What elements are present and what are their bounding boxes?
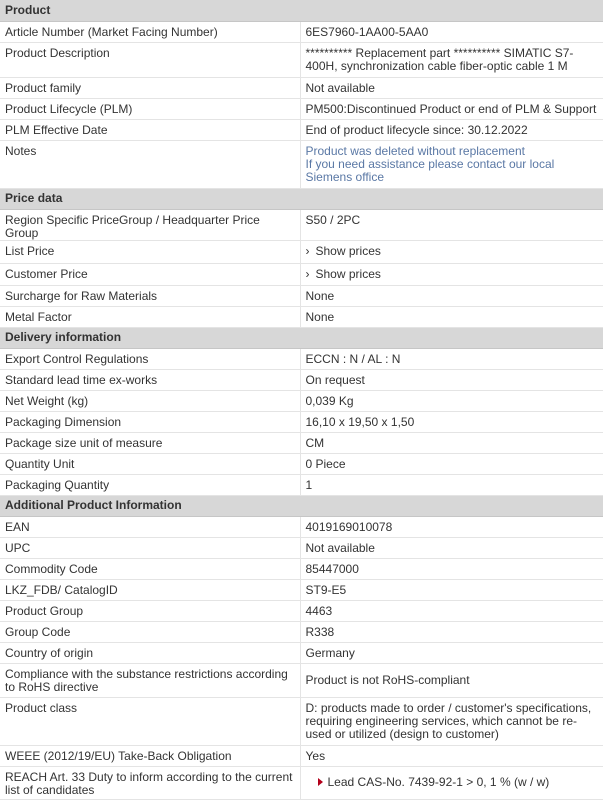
row-value: 4019169010078 xyxy=(300,516,603,537)
row-value: CM xyxy=(300,432,603,453)
row-label: Compliance with the substance restrictions according to RoHS directive xyxy=(0,663,300,697)
row-value: ECCN : N / AL : N xyxy=(300,348,603,369)
row-label: Commodity Code xyxy=(0,558,300,579)
table-row xyxy=(0,516,603,537)
row-value: None xyxy=(300,306,603,327)
row-value: D: products made to order / customer's specifications, requiring engineering services, which cannot be re-used or utilized (design to customer) xyxy=(300,697,603,745)
section-header-product xyxy=(0,0,603,21)
row-value: End of product lifecycle since: 30.12.2022 xyxy=(300,119,603,140)
row-value: None xyxy=(300,285,603,306)
table-row xyxy=(0,77,603,98)
row-value: 85447000 xyxy=(300,558,603,579)
section-header-additional xyxy=(0,495,603,516)
row-label: Quantity Unit xyxy=(0,453,300,474)
row-value: 6ES7960-1AA00-5AA0 xyxy=(300,21,603,42)
section-header-delivery xyxy=(0,327,603,348)
table-row xyxy=(0,21,603,42)
notes-contact-text: If you need assistance please contact our local Siemens office xyxy=(305,156,555,184)
row-label: Product Description xyxy=(0,42,300,77)
chevron-right-icon: › xyxy=(305,266,310,281)
table-row xyxy=(0,285,603,306)
row-label: Metal Factor xyxy=(0,306,300,327)
table-row xyxy=(0,579,603,600)
table-row xyxy=(0,240,603,263)
table-row xyxy=(0,263,603,285)
section-title: Delivery information xyxy=(0,327,603,348)
row-label: EAN xyxy=(0,516,300,537)
row-label: Export Control Regulations xyxy=(0,348,300,369)
row-value: 0,039 Kg xyxy=(300,390,603,411)
customer-price-cell xyxy=(300,263,603,285)
row-value: Germany xyxy=(300,642,603,663)
row-label: LKZ_FDB/ CatalogID xyxy=(0,579,300,600)
row-value: S50 / 2PC xyxy=(300,209,603,240)
table-row xyxy=(0,745,603,766)
row-label: WEEE (2012/19/EU) Take-Back Obligation xyxy=(0,745,300,766)
show-customer-prices-link[interactable]: Show prices xyxy=(315,266,381,281)
table-row xyxy=(0,209,603,240)
row-label: Net Weight (kg) xyxy=(0,390,300,411)
table-row xyxy=(0,42,603,77)
row-label: Package size unit of measure xyxy=(0,432,300,453)
row-label: Surcharge for Raw Materials xyxy=(0,285,300,306)
row-value: 0 Piece xyxy=(300,453,603,474)
table-row xyxy=(0,411,603,432)
row-label: Product class xyxy=(0,697,300,745)
chevron-right-icon: › xyxy=(305,243,310,258)
row-label: Notes xyxy=(0,140,300,188)
row-value: 16,10 x 19,50 x 1,50 xyxy=(300,411,603,432)
table-row xyxy=(0,766,603,799)
section-title: Product xyxy=(0,0,603,21)
section-title: Price data xyxy=(0,188,603,209)
row-label: Country of origin xyxy=(0,642,300,663)
table-row xyxy=(0,348,603,369)
table-row xyxy=(0,642,603,663)
row-value: ********** Replacement part ********** SIMATIC S7-400H, synchronization cable fiber-optic cable 1 M xyxy=(300,42,603,77)
row-label: Region Specific PriceGroup / Headquarter Price Group xyxy=(0,209,300,240)
table-row xyxy=(0,369,603,390)
row-label: Group Code xyxy=(0,621,300,642)
table-row xyxy=(0,697,603,745)
table-row xyxy=(0,119,603,140)
row-value: Yes xyxy=(300,745,603,766)
table-row xyxy=(0,474,603,495)
row-label: REACH Art. 33 Duty to inform according to the current list of candidates xyxy=(0,766,300,799)
row-label: List Price xyxy=(0,240,300,263)
row-value: Not available xyxy=(300,537,603,558)
reach-substance-link[interactable]: Lead CAS-No. 7439-92-1 > 0, 1 % (w / w) xyxy=(327,775,550,789)
table-row xyxy=(0,432,603,453)
row-label: UPC xyxy=(0,537,300,558)
table-row xyxy=(0,558,603,579)
notes-deleted-text: Product was deleted without replacement xyxy=(305,143,525,158)
red-triangle-right-icon xyxy=(318,778,323,786)
reach-cell xyxy=(300,766,603,799)
row-label: Packaging Quantity xyxy=(0,474,300,495)
row-label: Product family xyxy=(0,77,300,98)
table-row xyxy=(0,621,603,642)
table-row xyxy=(0,600,603,621)
list-price-cell xyxy=(300,240,603,263)
row-label: PLM Effective Date xyxy=(0,119,300,140)
row-value: PM500:Discontinued Product or end of PLM & Support xyxy=(300,98,603,119)
table-row xyxy=(0,306,603,327)
row-value: On request xyxy=(300,369,603,390)
row-label: Packaging Dimension xyxy=(0,411,300,432)
row-label: Customer Price xyxy=(0,263,300,285)
row-label: Article Number (Market Facing Number) xyxy=(0,21,300,42)
table-row xyxy=(0,537,603,558)
table-row xyxy=(0,390,603,411)
row-value: Not available xyxy=(300,77,603,98)
section-header-price xyxy=(0,188,603,209)
show-list-prices-link[interactable]: Show prices xyxy=(315,243,381,258)
notes-value xyxy=(300,140,603,188)
row-value: Product is not RoHS-compliant xyxy=(300,663,603,697)
row-value: 1 xyxy=(300,474,603,495)
table-row xyxy=(0,98,603,119)
table-row xyxy=(0,453,603,474)
row-value: R338 xyxy=(300,621,603,642)
row-label: Product Lifecycle (PLM) xyxy=(0,98,300,119)
row-value: ST9-E5 xyxy=(300,579,603,600)
section-title: Additional Product Information xyxy=(0,495,603,516)
table-row xyxy=(0,663,603,697)
row-label: Product Group xyxy=(0,600,300,621)
table-row xyxy=(0,140,603,188)
row-label: Standard lead time ex-works xyxy=(0,369,300,390)
row-value: 4463 xyxy=(300,600,603,621)
